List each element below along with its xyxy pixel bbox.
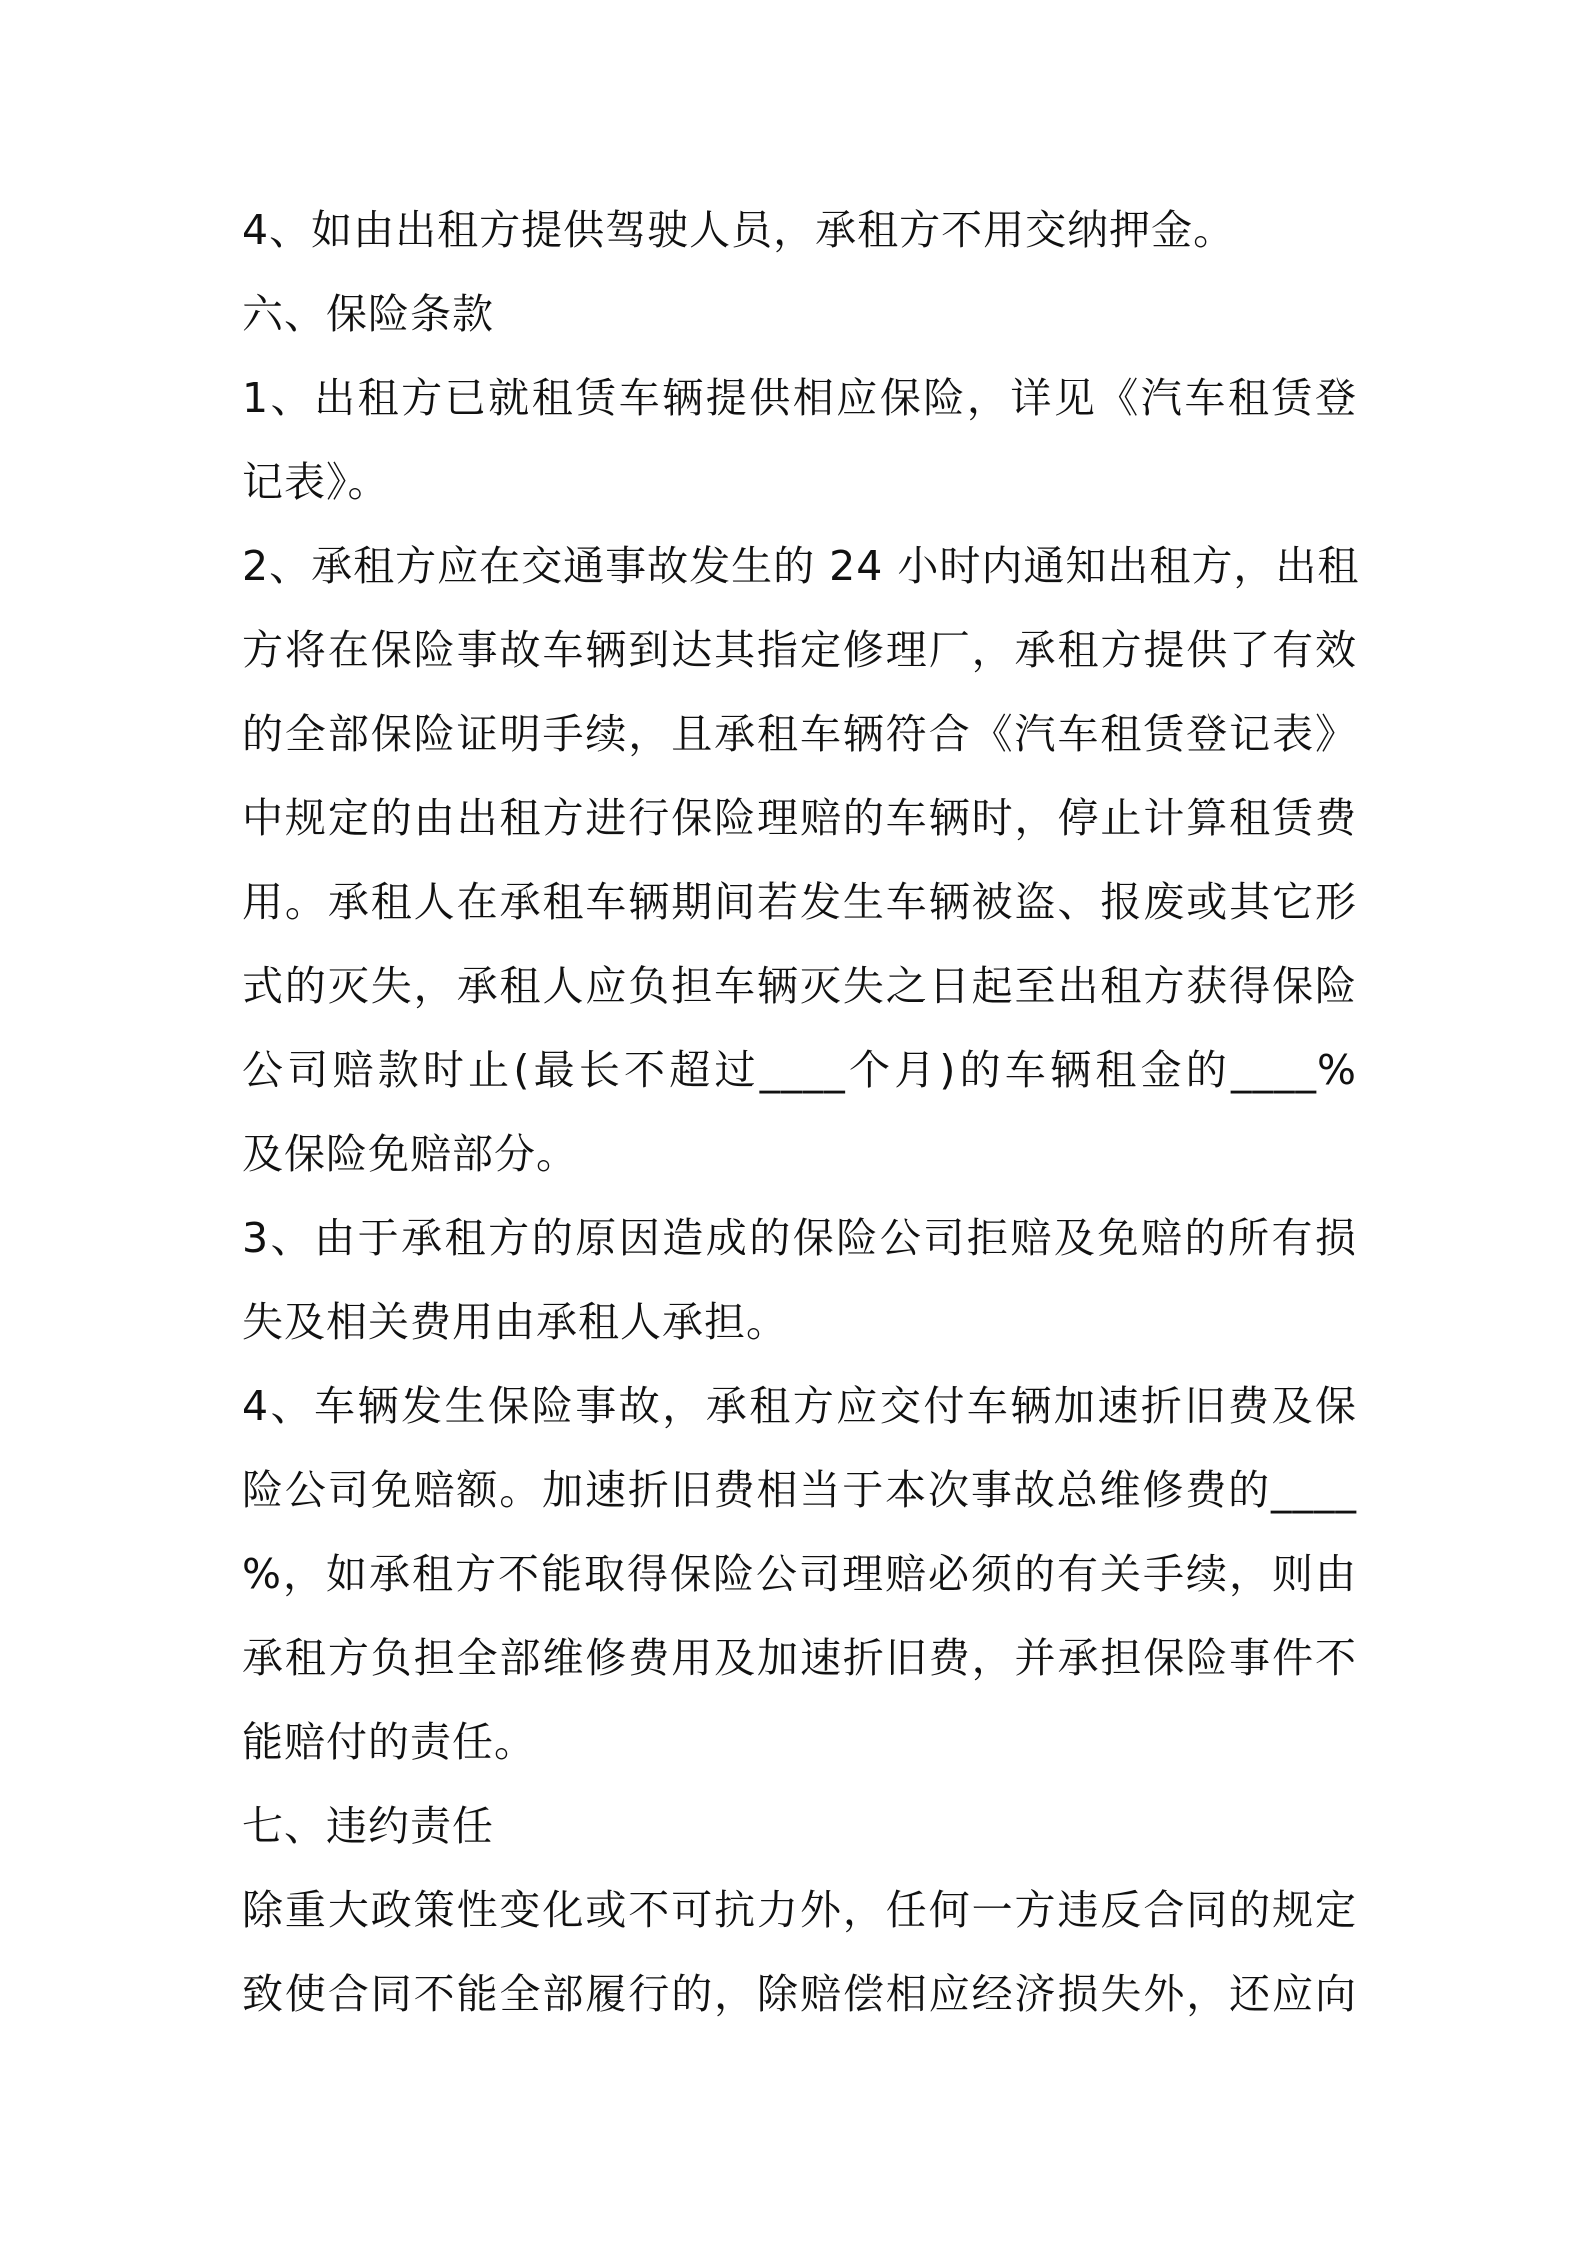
- text-line: 承租方负担全部维修费用及加速折旧费，并承担保险事件不: [242, 1634, 1357, 1682]
- text-line: 4、车辆发生保险事故，承租方应交付车辆加速折旧费及保: [242, 1382, 1357, 1430]
- text-line: 失及相关费用由承租人承担。: [242, 1298, 788, 1346]
- text-line: %，如承租方不能取得保险公司理赔必须的有关手续，则由: [242, 1550, 1357, 1598]
- text-line: 能赔付的责任。: [242, 1718, 536, 1766]
- text-line: 4、如由出租方提供驾驶人员，承租方不用交纳押金。: [242, 206, 1236, 254]
- section-heading: 六、保险条款: [242, 290, 494, 338]
- text-line: 的全部保险证明手续，且承租车辆符合《汽车租赁登记表》: [242, 710, 1357, 758]
- text-line: 及保险免赔部分。: [242, 1130, 578, 1178]
- text-line: 方将在保险事故车辆到达其指定修理厂，承租方提供了有效: [242, 626, 1357, 674]
- text-line: 记表》。: [242, 458, 390, 506]
- text-line: 用。承租人在承租车辆期间若发生车辆被盗、报废或其它形: [242, 878, 1357, 926]
- text-line: 式的灭失，承租人应负担车辆灭失之日起至出租方获得保险: [242, 962, 1357, 1010]
- text-line: 1、出租方已就租赁车辆提供相应保险，详见《汽车租赁登: [242, 374, 1357, 422]
- text-line: 致使合同不能全部履行的，除赔偿相应经济损失外，还应向: [242, 1970, 1357, 2018]
- section-heading: 七、违约责任: [242, 1802, 494, 1850]
- text-line: 除重大政策性变化或不可抗力外，任何一方违反合同的规定: [242, 1886, 1357, 1934]
- text-line: 公司赔款时止(最长不超过____个月)的车辆租金的____%: [242, 1046, 1357, 1094]
- text-line: 中规定的由出租方进行保险理赔的车辆时，停止计算租赁费: [242, 794, 1357, 842]
- text-line: 险公司免赔额。加速折旧费相当于本次事故总维修费的____: [242, 1466, 1357, 1514]
- text-line: 3、由于承租方的原因造成的保险公司拒赔及免赔的所有损: [242, 1214, 1357, 1262]
- document-body: [242, 188, 1360, 2036]
- text-line: 2、承租方应在交通事故发生的 24 小时内通知出租方，出租: [242, 542, 1360, 590]
